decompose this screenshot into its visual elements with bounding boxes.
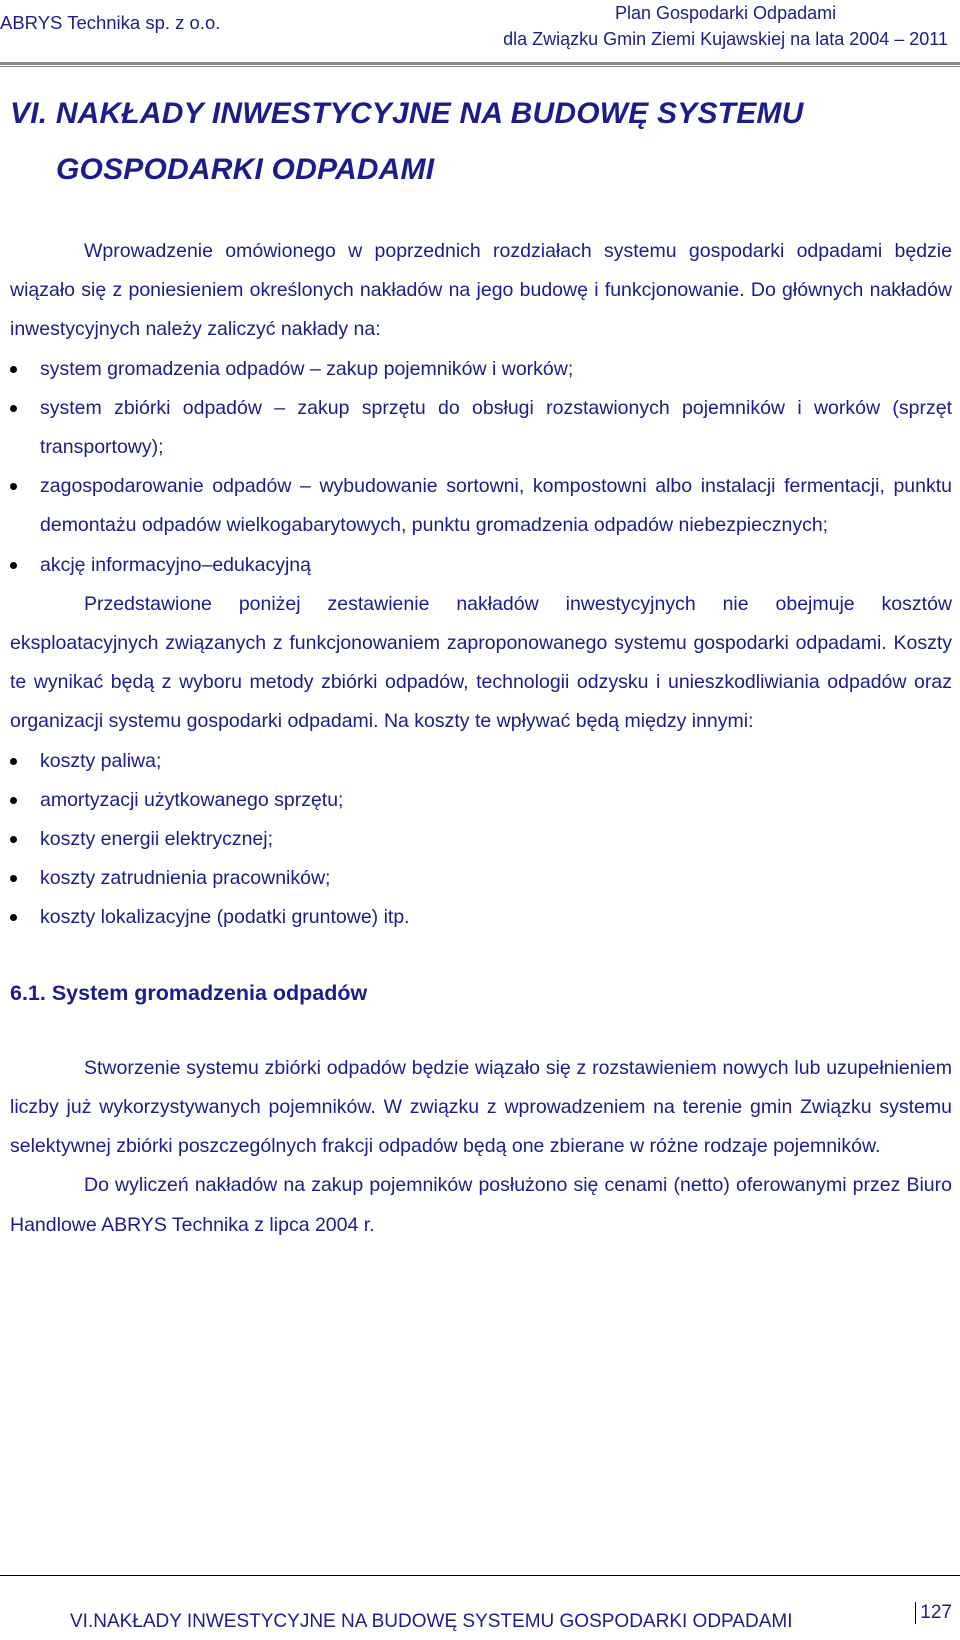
header-rule [0,62,960,65]
chapter-title [10,86,910,198]
list-item: koszty paliwa; [10,742,952,781]
bullet-icon [10,875,17,882]
section-title: 6.1. System gromadzenia odpadów [10,980,368,1005]
page-content [10,232,952,1245]
section-paragraph-2: Do wyliczeń nakładów na zakup pojemników posłużono się cenami (netto) oferowanymi przez Biuro Handlowe ABRYS Technika z lipca 2004 r. [10,1174,952,1236]
list-item: amortyzacji użytkowanego sprzętu; [10,781,952,820]
list-item: koszty zatrudnienia pracowników; [10,859,952,898]
cost-list [10,742,952,938]
footer-text: VI.NAKŁADY INWESTYCYJNE NA BUDOWĘ SYSTEMU GOSPODARKI ODPADAMI [70,1611,793,1632]
bullet-icon [10,797,17,804]
list-item: zagospodarowanie odpadów – wybudowanie sortowni, kompostowni albo instalacji fermentacji, punktu demontażu odpadów wielkogabarytowych, punktu gromadzenia odpadów niebezpiecznych; [10,467,952,545]
page-number: 127 [915,1602,952,1624]
page-header [0,0,960,62]
bullet-icon [10,758,17,765]
bullet-icon [10,366,17,373]
section-paragraph-1: Stworzenie systemu zbiórki odpadów będzie wiązało się z rozstawieniem nowych lub uzupełnieniem liczby już wykorzystywanych pojemników. W związku z wprowadzeniem na terenie gmin Związku systemu selektywnej zbiórki poszczególnych frakcji odpadów będą one zbierane w różne rodzaje pojemników. [10,1056,952,1158]
list-item: system gromadzenia odpadów – zakup pojemników i worków; [10,350,952,389]
bullet-icon [10,914,17,921]
bullet-icon [10,562,17,569]
intro-paragraph: Wprowadzenie omówionego w poprzednich rozdziałach systemu gospodarki odpadami będzie wiązało się z poniesieniem określonych nakładów na jego budowę i funkcjonowanie. Do głównych nakładów inwestycyjnych należy zaliczyć nakłady na: [10,240,952,341]
document-title-line1: Plan Gospodarki Odpadami [614,3,837,23]
document-title [503,0,948,52]
chapter-title-line2: GOSPODARKI ODPADAMI [56,153,435,186]
list-item: system zbiórki odpadów – zakup sprzętu do obsługi rozstawionych pojemników i worków (sprzęt transportowy); [10,389,952,467]
bullet-icon [10,483,17,490]
header-rule-thin [0,66,960,67]
company-name: ABRYS Technika sp. z o.o. [0,12,221,33]
bullet-icon [10,405,17,412]
costs-paragraph: Przedstawione poniżej zestawienie nakładów inwestycyjnych nie obejmuje kosztów eksploatacyjnych związanych z funkcjonowaniem zaproponowanego systemu gospodarki odpadami. Koszty te wynikać będą z wyboru metody zbiórki odpadów, technologii odzysku i unieszkodliwiania odpadów oraz organizacji systemu gospodarki odpadami. Na koszty te wpływać będą między innymi: [10,592,952,733]
footer-rule [0,1575,960,1576]
bullet-icon [10,836,17,843]
list-item: koszty lokalizacyjne (podatki gruntowe) itp. [10,898,952,937]
document-title-line2: dla Związku Gmin Ziemi Kujawskiej na lata 2004 – 2011 [503,29,948,49]
list-item: akcję informacyjno–edukacyjną [10,546,952,585]
investment-list [10,350,952,585]
list-item: koszty energii elektrycznej; [10,820,952,859]
chapter-title-line1: VI. NAKŁADY INWESTYCYJNE NA BUDOWĘ SYSTEMU [10,97,804,130]
